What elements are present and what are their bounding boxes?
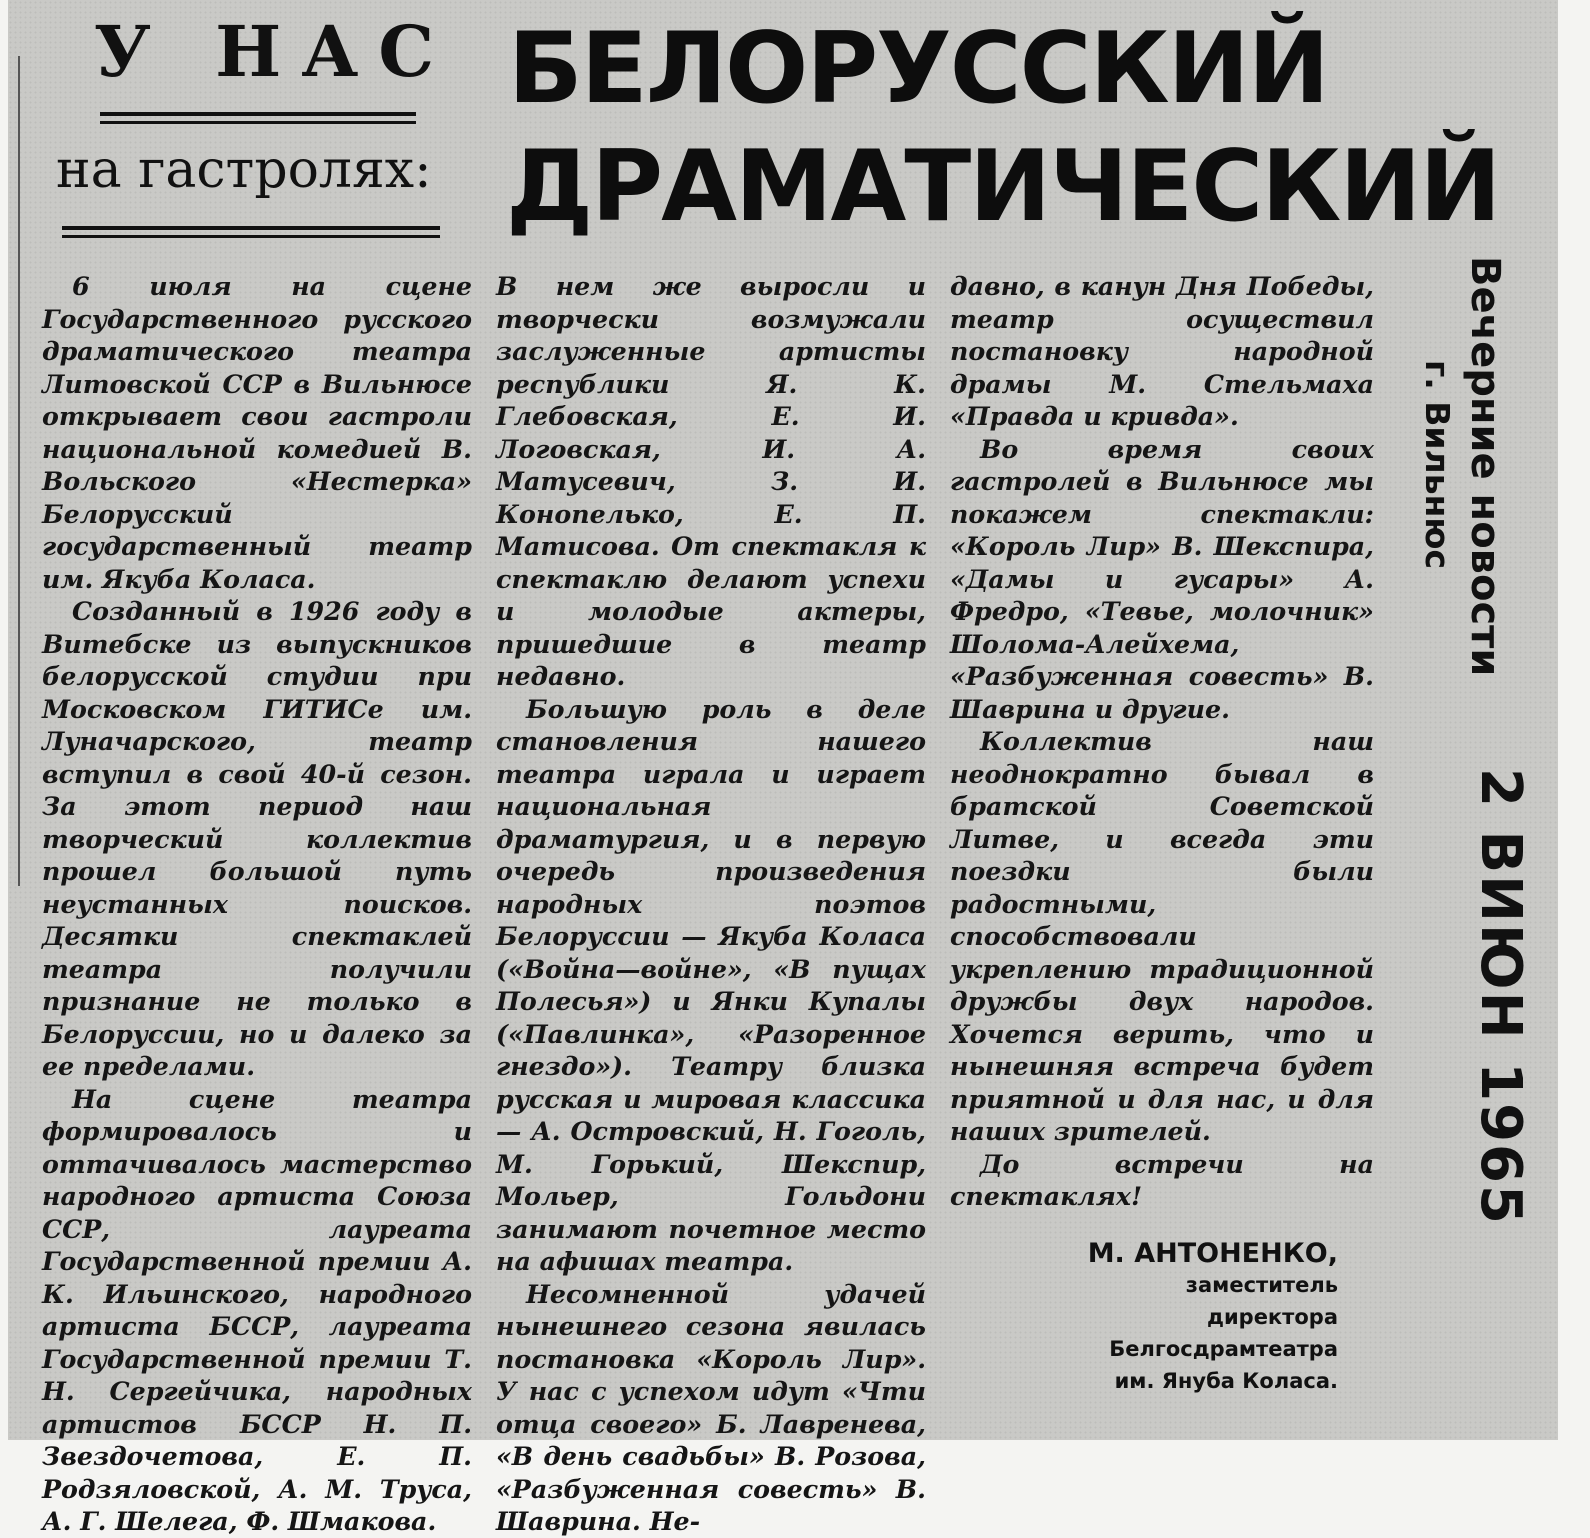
paragraph: Созданный в 1926 году в Витебске из выпускников белорусской студии при Московском ГИТИСе им. Луначарского, театр вступил в свой 40-й сезон. За этот период наш творческий коллектив прошел большой путь неустанных поисков. Десятки спектаклей театра получили признание не только в Белоруссии, но и далеко за ее пределами. [42,596,472,1081]
headline-line-1: БЕЛОРУССКИЙ [508,12,1328,126]
author-position-1: заместитель [1185,1273,1338,1297]
kicker-line-1: У НАС [94,10,455,93]
newspaper-clipping [8,0,1558,1536]
article-column-2 [496,270,926,1538]
article-column-3 [950,270,1374,1213]
paragraph: Несомненной удачей нынешнего сезона явилась постановка «Король Лир». У нас с успехом идут «Чти отца своего» Б. Лавренева, «В день свадьбы» В. Розова, «Разбуженная совесть» В. Шаврина. Не- [496,1278,926,1536]
author-position-2: директора [1206,1305,1338,1329]
kicker-rule-bottom [62,226,440,238]
author-position-4: им. Януба Коласа. [1114,1369,1338,1393]
kicker-line-2: на гастролях: [56,140,432,200]
left-margin-line [18,56,20,886]
source-city: г. Вильнюс [1418,360,1457,570]
headline-line-2: ДРАМАТИЧЕСКИЙ [506,130,1500,244]
paragraph: 6 июля на сцене Государственного русского драматического театра Литовской ССР в Вильнюсе открывает свои гастроли национальной комедией В. Вольского «Нестерка» Белорусский государственный театр им. Якуба Коласа. [42,271,472,594]
paragraph: давно, в канун Дня Победы, театр осуществил постановку народной драмы М. Стельмаха «Правда и кривда». [950,271,1374,431]
paragraph: В нем же выросли и творчески возмужали заслуженные артисты республики Я. К. Глебовская, Е. И. Логовская, И. А. Матусевич, З. И. Конопелько, Е. П. Матисова. От спектакля к спектаклю делают успехи и молодые актеры, пришедшие в театр недавно. [496,271,926,691]
kicker-rule-top [100,112,416,124]
author-position-3: Белгосдрамтеатра [1109,1337,1338,1361]
source-newspaper-name: Вечерние новости [1462,256,1508,677]
paragraph: Коллектив наш неоднократно бывал в братской Советской Литве, и всегда эти поездки были радостными, способствовали укреплению традиционной дружбы двух народов. Хочется верить, что и нынешняя встреча будет приятной и для нас, и для наших зрителей. [950,726,1374,1146]
paragraph: Большую роль в деле становления нашего театра играла и играет национальная драматургия, и в первую очередь произведения народных поэтов Белоруссии — Якуба Коласа («Война—войне», «В пущах Полесья») и Янки Купалы («Павлинка», «Разоренное гнездо»). Театру близка русская и мировая классика — А. Островский, Н. Гоголь, М. Горький, Шекспир, Мольер, Гольдони занимают почетное место на афишах театра. [496,693,926,1276]
author-name: М. АНТОНЕНКО, [1087,1238,1338,1269]
article-column-1 [42,270,472,1538]
paragraph: До встречи на спектаклях! [950,1148,1374,1211]
author-signature [1088,1238,1338,1397]
paragraph: На сцене театра формировалось и оттачивалось мастерство народного артиста Союза ССР, лауреата Государственной премии А. К. Ильинского, народного артиста БССР, лауреата Государственной премии Т. Н. Сергейчика, народных артистов БССР Н. П. Звездочетова, Е. П. Родзяловской, А. М. Труса, А. Г. Шелега, Ф. Шмакова. [42,1083,472,1536]
paragraph: Во время своих гастролей в Вильнюсе мы покажем спектакли: «Король Лир» В. Шекспира, «Дамы и гусары» А. Фредро, «Тевье, молочник» Шолома-Алейхема, «Разбуженная совесть» В. Шаврина и другие. [950,433,1374,724]
source-date-stamp: 2 ВИЮН 1965 [1468,768,1533,1226]
